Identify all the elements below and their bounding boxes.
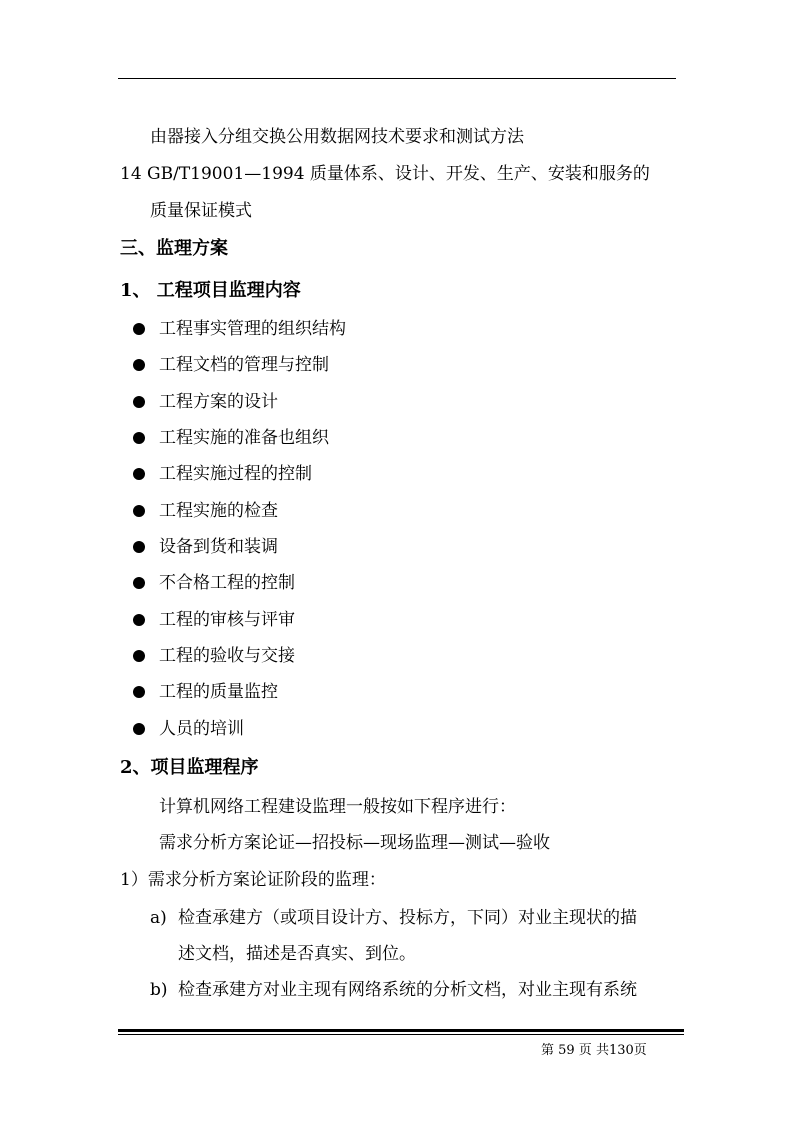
item-a-label: a) [150, 908, 167, 928]
bullet-item: 不合格工程的控制 [159, 573, 295, 593]
item-a-text: 检查承建方（或项目设计方、投标方，下同）对业主现状的描 [178, 908, 637, 928]
subsection-heading-2: 2、项目监理程序 [120, 757, 259, 778]
page-number: 第 59 页 共130页 [541, 1043, 647, 1058]
bullet-item: 人员的培训 [159, 719, 244, 739]
text-line-3: 质量保证模式 [150, 201, 252, 221]
bullet-item: 工程实施过程的控制 [159, 464, 312, 484]
subsection-heading-1: 1、 工程项目监理内容 [120, 280, 301, 301]
bullet-dot-icon [133, 468, 145, 480]
bullet-dot-icon [133, 614, 145, 626]
bullet-item: 工程的验收与交接 [159, 646, 295, 666]
bullet-dot-icon [133, 650, 145, 662]
bullet-item: 工程文档的管理与控制 [159, 355, 329, 375]
item-b-label: b) [150, 980, 168, 1000]
bullet-item: 工程的质量监控 [159, 682, 278, 702]
item-b-text: 检查承建方对业主现有网络系统的分析文档，对业主现有系统 [178, 980, 637, 1000]
bullet-item: 设备到货和装调 [159, 537, 278, 557]
section-heading-3: 三、监理方案 [120, 238, 228, 259]
bullet-item: 工程实施的检查 [159, 501, 278, 521]
header-rule [118, 78, 676, 79]
bullet-item: 工程方案的设计 [159, 392, 278, 412]
paragraph-flow: 需求分析方案论证—招投标—现场监理—测试—验收 [159, 833, 550, 853]
footer-rule-thick [118, 1029, 684, 1032]
bullet-dot-icon [133, 432, 145, 444]
paragraph-intro: 计算机网络工程建设监理一般按如下程序进行： [159, 797, 516, 817]
bullet-dot-icon [133, 541, 145, 553]
standard-item-14: 14 GB/T19001—1994 质量体系、设计、开发、生产、安装和服务的 [120, 164, 650, 184]
paragraph-step-1: 1）需求分析方案论证阶段的监理： [120, 870, 386, 890]
bullet-dot-icon [133, 396, 145, 408]
item-a-text-continued: 述文档，描述是否真实、到位。 [178, 944, 416, 964]
bullet-item: 工程实施的准备也组织 [159, 428, 329, 448]
bullet-dot-icon [133, 359, 145, 371]
text-line-1: 由器接入分组交换公用数据网技术要求和测试方法 [150, 127, 524, 147]
bullet-dot-icon [133, 723, 145, 735]
footer-rule-thin [118, 1034, 684, 1035]
bullet-item: 工程事实管理的组织结构 [159, 319, 346, 339]
bullet-dot-icon [133, 577, 145, 589]
bullet-dot-icon [133, 323, 145, 335]
bullet-dot-icon [133, 505, 145, 517]
bullet-item: 工程的审核与评审 [159, 610, 295, 630]
bullet-dot-icon [133, 686, 145, 698]
